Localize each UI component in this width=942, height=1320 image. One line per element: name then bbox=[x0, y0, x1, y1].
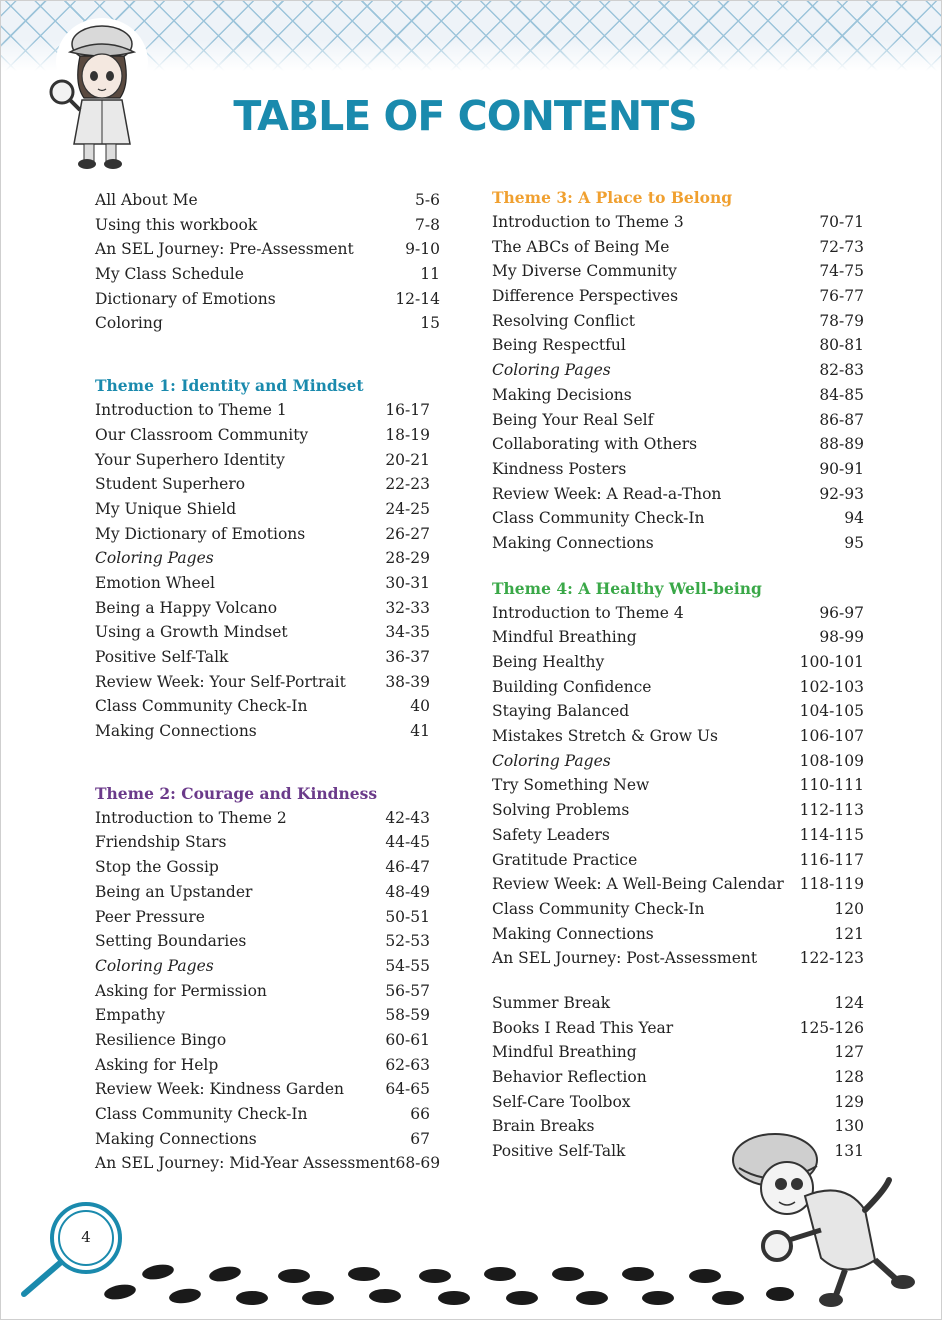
entry-page: 94 bbox=[844, 509, 864, 528]
theme3-section bbox=[492, 185, 864, 556]
entry-label: Friendship Stars bbox=[95, 833, 227, 852]
toc-entry bbox=[492, 1016, 864, 1041]
toc-entry bbox=[492, 991, 864, 1016]
entry-label: My Dictionary of Emotions bbox=[95, 524, 306, 543]
toc-entry bbox=[492, 506, 864, 531]
girl-detective-illustration bbox=[40, 14, 150, 174]
entry-page: 114-115 bbox=[799, 825, 864, 844]
entry-page: 66 bbox=[410, 1105, 430, 1123]
toc-entry bbox=[95, 855, 430, 880]
entry-label: Being an Upstander bbox=[95, 882, 253, 901]
entry-label: Coloring Pages bbox=[492, 361, 611, 380]
toc-entry bbox=[492, 872, 864, 897]
entry-page: 34-35 bbox=[385, 623, 430, 642]
toc-entry bbox=[95, 694, 430, 719]
toc-entry bbox=[492, 897, 864, 922]
entry-label: Your Superhero Identity bbox=[95, 450, 285, 469]
toc-entry bbox=[95, 596, 430, 621]
toc-entry bbox=[492, 848, 864, 873]
toc-entry bbox=[95, 423, 430, 448]
toc-entry bbox=[492, 601, 864, 626]
entry-label: My Diverse Community bbox=[492, 262, 677, 281]
entry-page: 131 bbox=[834, 1142, 864, 1161]
toc-entry bbox=[492, 358, 864, 383]
theme2-section bbox=[95, 781, 441, 1176]
entry-page: 11 bbox=[420, 265, 440, 284]
entry-page: 100-101 bbox=[799, 653, 864, 671]
entry-page: 82-83 bbox=[819, 361, 864, 380]
toc-entry bbox=[95, 497, 430, 522]
entry-page: 129 bbox=[834, 1092, 864, 1111]
entry-page: 96-97 bbox=[819, 603, 864, 622]
toc-entry bbox=[95, 929, 430, 954]
toc-entry bbox=[95, 398, 430, 423]
toc-entry bbox=[95, 287, 440, 312]
entry-label: Making Connections bbox=[95, 722, 257, 741]
entry-page: 125-126 bbox=[799, 1018, 864, 1037]
entry-page: 68-69 bbox=[395, 1154, 441, 1173]
toc-entry bbox=[492, 724, 864, 749]
entry-page: 124 bbox=[834, 993, 864, 1012]
theme2-heading: Theme 2: Courage and Kindness bbox=[95, 783, 378, 803]
entry-page: 128 bbox=[834, 1068, 864, 1086]
theme4-section bbox=[492, 576, 864, 971]
toc-entry bbox=[492, 531, 864, 556]
entry-page: 40 bbox=[410, 697, 430, 716]
entry-label: Making Decisions bbox=[492, 385, 632, 404]
entry-label: Student Superhero bbox=[95, 475, 246, 494]
entry-label: Making Connections bbox=[492, 924, 654, 943]
entry-label: Making Connections bbox=[492, 533, 654, 552]
entry-page: 41 bbox=[410, 722, 430, 741]
toc-left-column bbox=[95, 188, 440, 1176]
entry-page: 32-33 bbox=[385, 598, 430, 617]
entry-page: 84-85 bbox=[819, 385, 864, 404]
toc-entry bbox=[95, 546, 430, 571]
entry-label: Books I Read This Year bbox=[492, 1018, 674, 1037]
entry-label: Class Community Check-In bbox=[95, 697, 308, 716]
entry-label: Class Community Check-In bbox=[492, 899, 705, 918]
entry-page: 5-6 bbox=[415, 191, 440, 209]
entry-label: Try Something New bbox=[492, 776, 650, 795]
toc-entry bbox=[492, 675, 864, 700]
entry-label: Safety Leaders bbox=[492, 825, 610, 844]
entry-label: Introduction to Theme 3 bbox=[492, 213, 684, 231]
entry-label: Coloring Pages bbox=[95, 956, 214, 975]
toc-entry bbox=[95, 905, 430, 930]
entry-page: 58-59 bbox=[385, 1006, 430, 1025]
toc-entry bbox=[492, 1040, 864, 1065]
entry-page: 106-107 bbox=[799, 727, 864, 746]
entry-page: 44-45 bbox=[385, 833, 430, 852]
entry-page: 110-111 bbox=[799, 776, 864, 795]
entry-label: An SEL Journey: Pre-Assessment bbox=[95, 240, 354, 259]
toc-entry bbox=[95, 830, 430, 855]
entry-page: 18-19 bbox=[385, 425, 430, 444]
entry-label: Asking for Permission bbox=[95, 981, 267, 1000]
toc-entry bbox=[492, 259, 864, 284]
toc-entry bbox=[95, 1077, 430, 1102]
entry-page: 122-123 bbox=[799, 949, 864, 968]
toc-entry bbox=[95, 213, 440, 238]
entry-page: 76-77 bbox=[819, 287, 864, 306]
entry-label: Setting Boundaries bbox=[95, 932, 247, 951]
entry-page: 108-109 bbox=[799, 751, 864, 770]
toc-entry bbox=[492, 1090, 864, 1115]
entry-label: Review Week: A Well-Being Calendar bbox=[492, 875, 784, 894]
entry-page: 95 bbox=[844, 533, 864, 552]
entry-page: 9-10 bbox=[405, 240, 440, 259]
entry-page: 38-39 bbox=[385, 672, 430, 691]
entry-page: 30-31 bbox=[385, 573, 430, 592]
entry-page: 121 bbox=[834, 924, 864, 943]
entry-page: 7-8 bbox=[415, 215, 440, 234]
entry-page: 64-65 bbox=[385, 1080, 430, 1099]
toc-entry bbox=[95, 1053, 430, 1078]
toc-entry bbox=[95, 1028, 430, 1053]
entry-page: 72-73 bbox=[819, 237, 864, 256]
entry-page: 52-53 bbox=[385, 932, 430, 951]
toc-entry bbox=[492, 946, 864, 971]
entry-label: Dictionary of Emotions bbox=[95, 289, 276, 308]
toc-entry bbox=[492, 823, 864, 848]
entry-page: 86-87 bbox=[819, 410, 864, 429]
entry-label: Positive Self-Talk bbox=[492, 1142, 626, 1161]
entry-label: Being Healthy bbox=[492, 653, 605, 671]
entry-label: Introduction to Theme 2 bbox=[95, 808, 287, 827]
entry-label: Using a Growth Mindset bbox=[95, 623, 288, 642]
entry-page: 20-21 bbox=[385, 450, 430, 469]
toc-entry bbox=[95, 1003, 430, 1028]
entry-page: 116-117 bbox=[799, 850, 864, 869]
entry-label: Being Your Real Self bbox=[492, 410, 654, 429]
entry-page: 80-81 bbox=[819, 336, 864, 355]
toc-entry bbox=[95, 188, 440, 213]
theme4-heading: Theme 4: A Healthy Well-being bbox=[492, 578, 762, 598]
entry-label: Building Confidence bbox=[492, 677, 652, 696]
entry-page: 78-79 bbox=[819, 311, 864, 330]
entry-label: Class Community Check-In bbox=[95, 1105, 308, 1123]
entry-page: 70-71 bbox=[819, 213, 864, 231]
entry-label: Brain Breaks bbox=[492, 1117, 595, 1136]
entry-page: 28-29 bbox=[385, 549, 430, 568]
entry-label: Making Connections bbox=[95, 1129, 257, 1148]
entry-label: Introduction to Theme 1 bbox=[95, 401, 287, 420]
toc-entry bbox=[95, 1127, 430, 1152]
entry-page: 22-23 bbox=[385, 475, 430, 494]
entry-page: 127 bbox=[834, 1043, 864, 1062]
entry-label: Peer Pressure bbox=[95, 907, 205, 926]
entry-label: Summer Break bbox=[492, 993, 611, 1012]
entry-label: Coloring Pages bbox=[492, 751, 611, 770]
entry-page: 12-14 bbox=[395, 289, 440, 308]
toc-entry bbox=[492, 773, 864, 798]
toc-entry bbox=[492, 798, 864, 823]
toc-right-column bbox=[492, 185, 864, 1164]
intro-section bbox=[95, 188, 440, 336]
entry-page: 24-25 bbox=[385, 499, 430, 518]
entry-label: Positive Self-Talk bbox=[95, 648, 229, 666]
entry-page: 112-113 bbox=[799, 801, 864, 820]
entry-label: Asking for Help bbox=[95, 1055, 219, 1074]
entry-page: 120 bbox=[834, 899, 864, 918]
entry-page: 26-27 bbox=[385, 524, 430, 543]
toc-entry bbox=[95, 670, 430, 695]
entry-page: 62-63 bbox=[385, 1055, 430, 1074]
entry-page: 46-47 bbox=[385, 858, 430, 877]
toc-entry bbox=[95, 448, 430, 473]
entry-page: 15 bbox=[420, 314, 440, 333]
toc-entry bbox=[95, 472, 430, 497]
entry-label: Resolving Conflict bbox=[492, 311, 636, 330]
toc-entry bbox=[492, 457, 864, 482]
entry-page: 90-91 bbox=[819, 459, 864, 478]
entry-label: Staying Balanced bbox=[492, 702, 630, 721]
entry-page: 92-93 bbox=[819, 484, 864, 503]
theme1-section bbox=[95, 373, 430, 744]
entry-label: All About Me bbox=[95, 191, 198, 209]
entry-label: Self-Care Toolbox bbox=[492, 1092, 631, 1111]
toc-entry bbox=[492, 210, 864, 235]
toc-entry bbox=[95, 311, 440, 336]
entry-page: 36-37 bbox=[385, 648, 430, 666]
toc-entry bbox=[95, 571, 430, 596]
entry-label: Emotion Wheel bbox=[95, 573, 215, 592]
toc-entry bbox=[95, 1102, 430, 1127]
entry-label: Using this workbook bbox=[95, 215, 258, 234]
entry-label: Behavior Reflection bbox=[492, 1068, 647, 1086]
toc-entry bbox=[492, 309, 864, 334]
entry-label: Review Week: Kindness Garden bbox=[95, 1080, 345, 1099]
entry-label: Coloring bbox=[95, 314, 163, 333]
entry-page: 118-119 bbox=[799, 875, 864, 894]
toc-entry bbox=[492, 432, 864, 457]
theme1-heading: Theme 1: Identity and Mindset bbox=[95, 376, 364, 396]
entry-label: Gratitude Practice bbox=[492, 850, 638, 869]
entry-label: Solving Problems bbox=[492, 801, 630, 820]
page-number: 4 bbox=[81, 1228, 91, 1246]
toc-entry bbox=[95, 237, 440, 262]
theme3-heading: Theme 3: A Place to Belong bbox=[492, 188, 733, 207]
toc-entry bbox=[492, 1065, 864, 1090]
toc-entry bbox=[95, 719, 430, 744]
toc-entry bbox=[492, 408, 864, 433]
entry-page: 56-57 bbox=[385, 981, 430, 1000]
entry-page: 74-75 bbox=[819, 262, 864, 281]
entry-label: An SEL Journey: Mid-Year Assessment bbox=[95, 1154, 396, 1173]
entry-label: Introduction to Theme 4 bbox=[492, 603, 684, 622]
entry-label: Stop the Gossip bbox=[95, 858, 219, 877]
toc-entry bbox=[95, 262, 440, 287]
toc-entry bbox=[492, 922, 864, 947]
entry-label: Kindness Posters bbox=[492, 459, 627, 478]
entry-page: 102-103 bbox=[799, 677, 864, 696]
entry-label: Being a Happy Volcano bbox=[95, 598, 278, 617]
entry-label: Our Classroom Community bbox=[95, 425, 309, 444]
entry-label: Difference Perspectives bbox=[492, 287, 679, 306]
entry-label: Mindful Breathing bbox=[492, 1043, 637, 1062]
toc-entry bbox=[492, 235, 864, 260]
toc-entry bbox=[95, 645, 430, 670]
toc-entry bbox=[95, 880, 430, 905]
toc-entry bbox=[95, 620, 430, 645]
entry-page: 42-43 bbox=[385, 808, 430, 827]
page-title: TABLE OF CONTENTS bbox=[233, 92, 697, 140]
toc-entry bbox=[492, 749, 864, 774]
entry-page: 98-99 bbox=[819, 628, 864, 647]
entry-label: Collaborating with Others bbox=[492, 435, 698, 454]
entry-page: 16-17 bbox=[385, 401, 430, 420]
toc-entry bbox=[95, 1151, 441, 1176]
toc-entry bbox=[492, 284, 864, 309]
entry-label: My Unique Shield bbox=[95, 499, 237, 518]
entry-label: Review Week: Your Self-Portrait bbox=[95, 672, 346, 691]
entry-label: Resilience Bingo bbox=[95, 1030, 227, 1049]
toc-entry bbox=[492, 333, 864, 358]
entry-page: 54-55 bbox=[385, 956, 430, 975]
boy-detective-illustration bbox=[725, 1130, 925, 1310]
entry-label: Mistakes Stretch & Grow Us bbox=[492, 727, 719, 746]
entry-page: 104-105 bbox=[799, 702, 864, 721]
toc-entry bbox=[95, 522, 430, 547]
entry-page: 88-89 bbox=[819, 435, 864, 454]
entry-page: 67 bbox=[410, 1129, 430, 1148]
toc-entry bbox=[492, 482, 864, 507]
entry-label: Coloring Pages bbox=[95, 549, 214, 568]
entry-page: 130 bbox=[834, 1117, 864, 1136]
toc-entry bbox=[492, 625, 864, 650]
entry-label: Class Community Check-In bbox=[492, 509, 705, 528]
toc-entry bbox=[95, 979, 430, 1004]
toc-entry bbox=[492, 383, 864, 408]
entry-page: 60-61 bbox=[385, 1030, 430, 1049]
toc-entry bbox=[95, 954, 430, 979]
entry-label: My Class Schedule bbox=[95, 265, 244, 284]
entry-label: Review Week: A Read-a-Thon bbox=[492, 484, 722, 503]
entry-label: An SEL Journey: Post-Assessment bbox=[492, 949, 758, 968]
toc-entry bbox=[492, 699, 864, 724]
entry-label: Empathy bbox=[95, 1006, 166, 1025]
entry-label: The ABCs of Being Me bbox=[492, 237, 670, 256]
entry-label: Being Respectful bbox=[492, 336, 626, 355]
entry-label: Mindful Breathing bbox=[492, 628, 637, 647]
toc-entry bbox=[95, 806, 430, 831]
entry-page: 48-49 bbox=[385, 882, 430, 901]
entry-page: 50-51 bbox=[385, 907, 430, 926]
toc-entry bbox=[492, 650, 864, 675]
